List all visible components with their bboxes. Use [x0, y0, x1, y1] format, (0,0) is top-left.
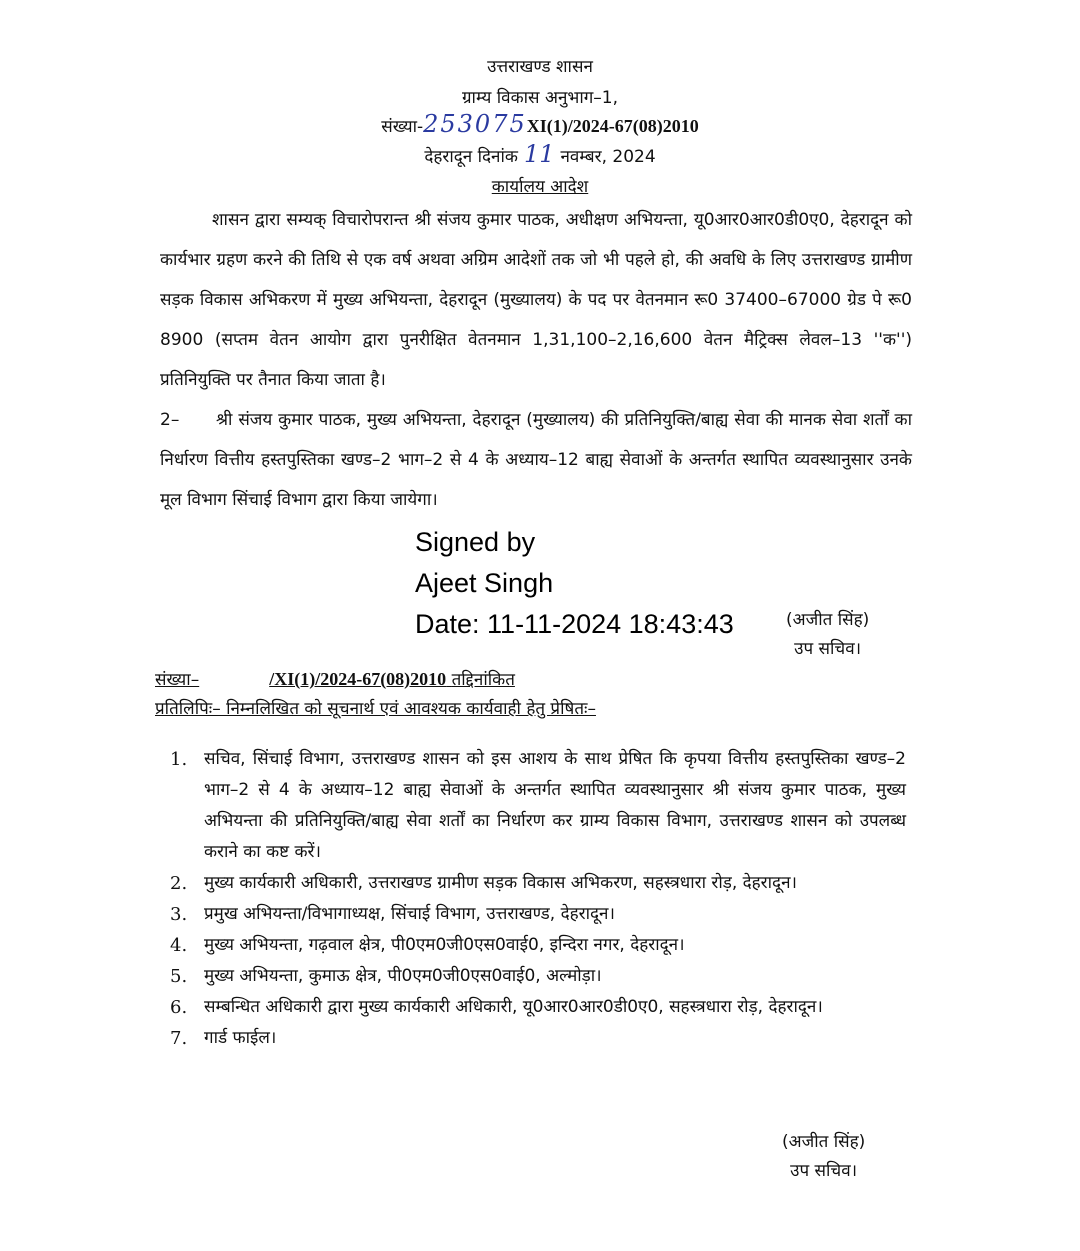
- signature-line-3: Date: 11-11-2024 18:43:43: [415, 609, 734, 639]
- recipient-text: गार्ड फाईल।: [204, 1028, 277, 1048]
- recipient-text: सम्बन्धित अधिकारी द्वारा मुख्य कार्यकारी अधिकारी, यू0आर0आर0डी0ए0, सहस्त्रधारा रोड़, देहरादून।: [204, 997, 823, 1017]
- copy-number-label: संख्या–: [155, 670, 200, 690]
- copy-reference-line: [155, 667, 515, 690]
- recipient-number: 4.: [170, 935, 188, 956]
- department-section: ग्राम्य विकास अनुभाग–1,: [461, 88, 619, 108]
- number-label: संख्या-: [381, 117, 424, 137]
- order-reference: XI(1)/2024-67(08)2010: [526, 116, 699, 136]
- paragraph-2-text: श्री संजय कुमार पाठक, मुख्य अभियन्ता, देहरादून (मुख्यालय) की प्रतिनियुक्ति/बाह्य सेवा की मानक सेवा शर्तों का निर्धारण वित्तीय हस्तपुस्तिका खण्ड–2 भाग–2 से 4 के अध्याय–12 बाह्य सेवाओं के अन्तर्गत स्थापित व्यवस्थानुसार उनके मूल विभाग सिंचाई विभाग द्वारा किया जायेगा।: [160, 410, 912, 510]
- paragraph-2-number: 2–: [160, 410, 180, 430]
- copy-order-reference: /XI(1)/2024-67(08)2010: [269, 669, 447, 689]
- recipient-number: 3.: [170, 904, 188, 925]
- recipient-number: 6.: [170, 997, 188, 1018]
- copy-dated: तद्दिनांकित: [451, 670, 515, 690]
- signer-name: (अजीत सिंह): [786, 610, 870, 630]
- recipient-item: [170, 961, 906, 992]
- recipient-number: 5.: [170, 966, 188, 987]
- order-title: कार्यालय आदेश: [491, 177, 589, 197]
- recipient-number: 7.: [170, 1028, 188, 1049]
- recipient-item: [170, 744, 906, 868]
- signature-line-2: Ajeet Singh: [415, 568, 554, 598]
- order-number-line: [0, 110, 1080, 138]
- handwritten-day: 11: [523, 140, 555, 168]
- recipient-text: प्रमुख अभियन्ता/विभागाध्यक्ष, सिंचाई विभाग, उत्तराखण्ड, देहरादून।: [204, 904, 615, 924]
- date-place: देहरादून दिनांक: [424, 147, 518, 167]
- recipient-text: सचिव, सिंचाई विभाग, उत्तराखण्ड शासन को इस आशय के साथ प्रेषित कि कृपया वित्तीय हस्तपुस्तिका खण्ड–2 भाग–2 से 4 के अध्याय–12 बाह्य सेवाओं के अन्तर्गत स्थापित व्यवस्थानुसार श्री संजय कुमार पाठक, मुख्य अभियन्ता की प्रतिनियुक्ति/बाह्य सेवा शर्तों का निर्धारण कर ग्राम्य विकास विभाग, उत्तराखण्ड शासन को उपलब्ध कराने का कष्ट करें।: [204, 749, 906, 862]
- recipient-item: [170, 1023, 906, 1054]
- signature-line-1: Signed by: [415, 527, 536, 557]
- order-body: [160, 200, 912, 520]
- recipient-list: [170, 744, 906, 1054]
- recipient-text: मुख्य अभियन्ता, गढ़वाल क्षेत्र, पी0एम0जी0एस0वाई0, इन्दिरा नगर, देहरादून।: [204, 935, 685, 955]
- signer-designation: उप सचिव।: [794, 639, 862, 659]
- paragraph-2: [160, 400, 912, 520]
- footer-signer-block: [782, 1128, 865, 1186]
- government-name: उत्तराखण्ड शासन: [487, 57, 593, 77]
- recipient-item: [170, 899, 906, 930]
- recipient-number: 2.: [170, 873, 188, 894]
- handwritten-number: 253075: [423, 110, 527, 138]
- footer-signer-name: (अजीत सिंह): [782, 1132, 866, 1152]
- recipient-text: मुख्य कार्यकारी अधिकारी, उत्तराखण्ड ग्रामीण सड़क विकास अभिकरण, सहस्त्रधारा रोड़, देहरादून।: [204, 873, 797, 893]
- signer-block: [786, 606, 869, 664]
- recipient-item: [170, 930, 906, 961]
- order-date-line: [0, 140, 1080, 168]
- date-month-year: नवम्बर, 2024: [560, 147, 656, 167]
- recipient-item: [170, 868, 906, 899]
- recipient-text: मुख्य अभियन्ता, कुमाऊ क्षेत्र, पी0एम0जी0एस0वाई0, अल्मोड़ा।: [204, 966, 602, 986]
- paragraph-1: शासन द्वारा सम्यक् विचारोपरान्त श्री संजय कुमार पाठक, अधीक्षण अभियन्ता, यू0आर0आर0डी0ए0, देहरादून को कार्यभार ग्रहण करने की तिथि से एक वर्ष अथवा अग्रिम आदेशों तक जो भी पहले हो, की अवधि के लिए उत्तराखण्ड ग्रामीण सड़क विकास अभिकरण में मुख्य अभियन्ता, देहरादून (मुख्यालय) के पद पर वेतनमान रू0 37400–67000 ग्रेड पे रू0 8900 (सप्तम वेतन आयोग द्वारा पुनरीक्षित वेतनमान 1,31,100–2,16,600 वेतन मैट्रिक्स लेवल–13 ''क'') प्रतिनियुक्ति पर तैनात किया जाता है।: [160, 210, 912, 390]
- footer-signer-designation: उप सचिव।: [790, 1161, 858, 1181]
- recipient-item: [170, 992, 906, 1023]
- digital-signature-block: [415, 522, 734, 645]
- copy-heading: प्रतिलिपिः– निम्नलिखित को सूचनार्थ एवं आवश्यक कार्यवाही हेतु प्रेषितः–: [155, 699, 596, 719]
- recipient-number: 1.: [170, 749, 188, 770]
